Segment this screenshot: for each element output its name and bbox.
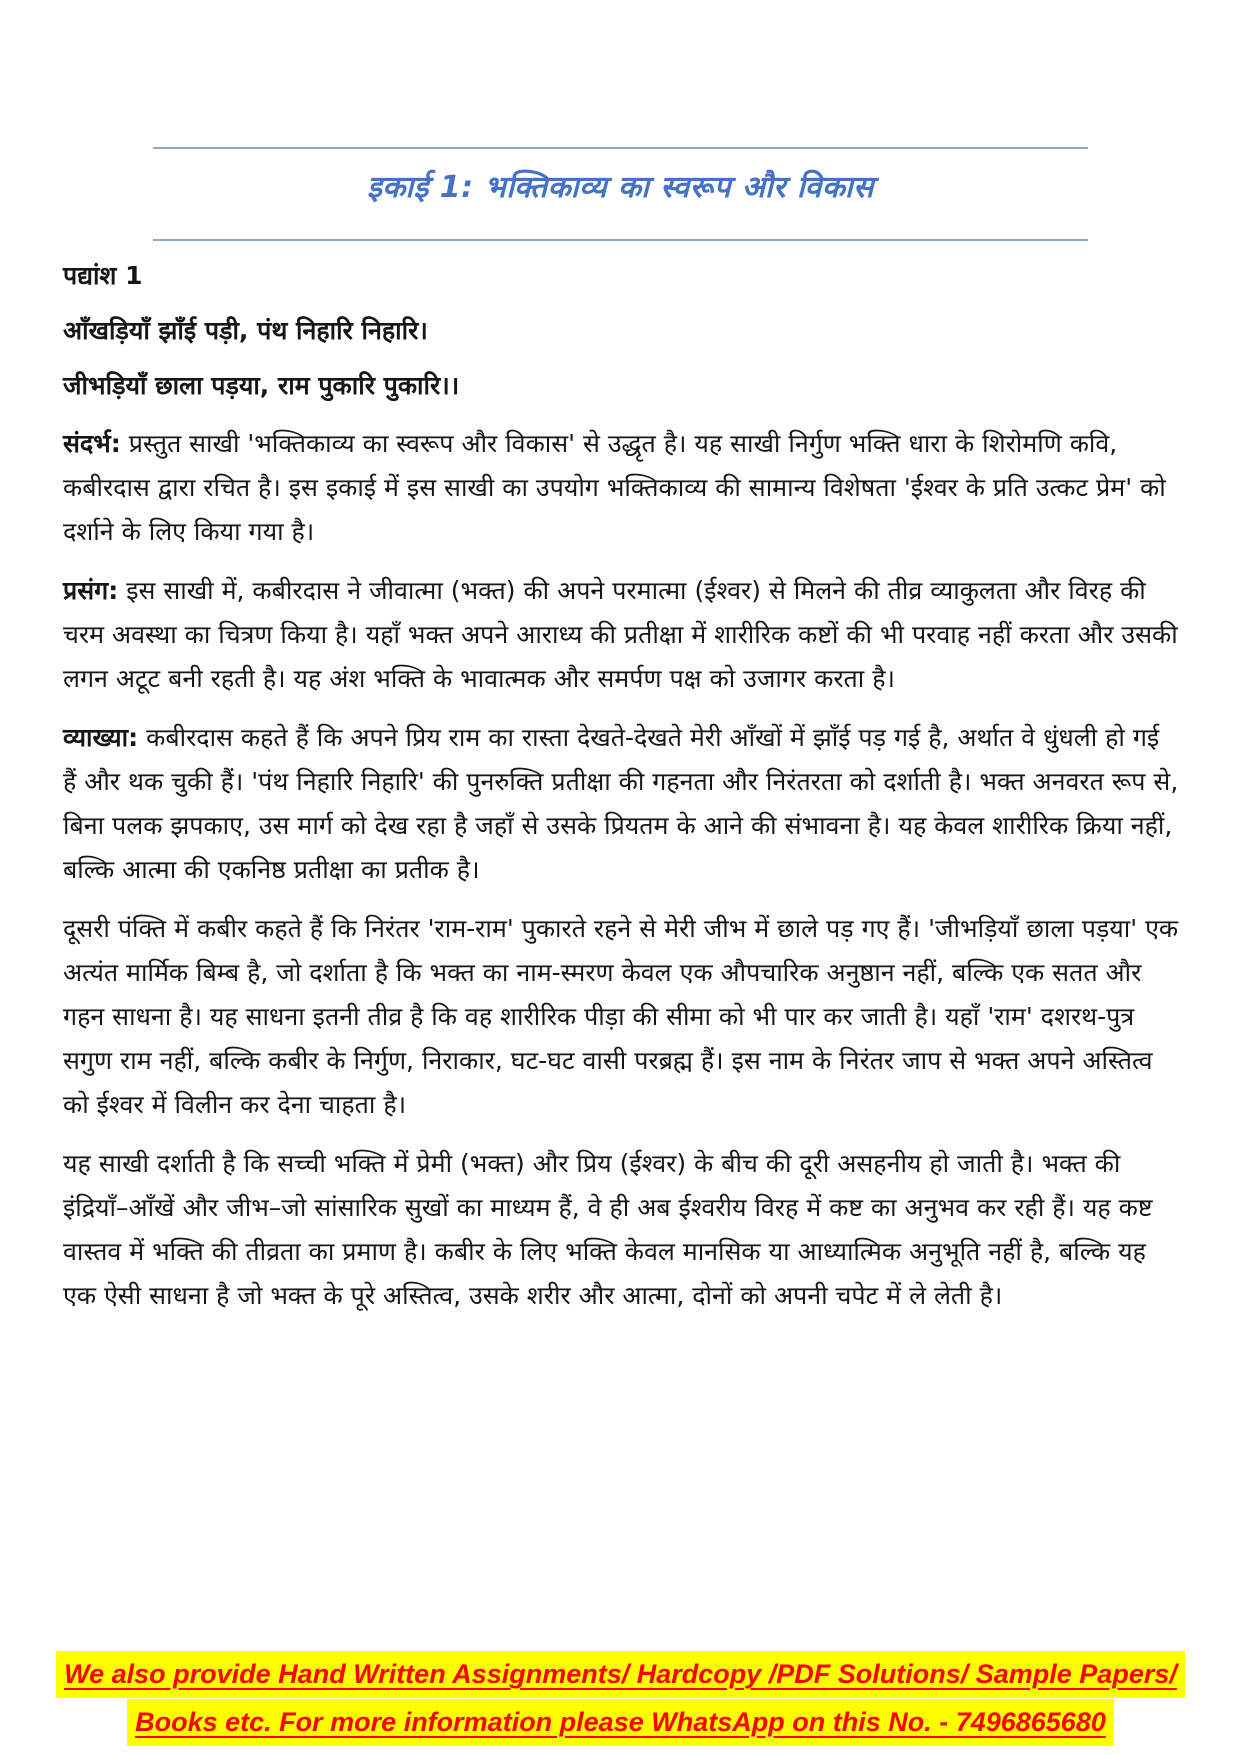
paragraph-prasang-text: इस साखी में, कबीरदास ने जीवात्मा (भक्त) की अपने परमात्मा (ईश्वर) से मिलने की तीव्र व्याकुलता और विरह की चरम अवस्था का चित्रण किया है। यहाँ भक्त अपने आराध्य की प्रतीक्षा में शारीरिक कष्टों की भी परवाह नहीं करता और उसकी लगन अटूट बनी रहती है। यह अंश भक्ति के भावात्मक और समर्पण पक्ष को उजागर करता है। [63,576,1178,693]
promo-line-1: We also provide Hand Written Assignments/ Hardcopy /PDF Solutions/ Sample Papers/ [56,1651,1185,1698]
promo-footer [0,1650,1241,1747]
paragraph-sandarbh-text: प्रस्तुत साखी 'भक्तिकाव्य का स्वरूप और विकास' से उद्धृत है। यह साखी निर्गुण भक्ति धारा के शिरोमणि कवि, कबीरदास द्वारा रचित है। इस इकाई में इस साखी का उपयोग भक्तिकाव्य की सामान्य विशेषता 'ईश्वर के प्रति उत्कट प्रेम' को दर्शाने के लिए किया गया है। [63,429,1166,546]
paragraph-second-line-analysis: दूसरी पंक्ति में कबीर कहते हैं कि निरंतर 'राम-राम' पुकारते रहने से मेरी जीभ में छाले पड़ गए हैं। 'जीभड़ियाँ छाला पड़या' एक अत्यंत मार्मिक बिम्ब है, जो दर्शाता है कि भक्त का नाम-स्मरण केवल एक औपचारिक अनुष्ठान नहीं, बल्कि एक सतत और गहन साधना है। यह साधना इतनी तीव्र है कि वह शारीरिक पीड़ा की सीमा को भी पार कर जाती है। यहाँ 'राम' दशरथ-पुत्र सगुण राम नहीं, बल्कि कबीर के निर्गुण, निराकार, घट-घट वासी परब्रह्म हैं। इस नाम के निरंतर जाप से भक्त अपने अस्तित्व को ईश्वर में विलीन कर देना चाहता है। [63,914,1179,1119]
page-title: इकाई 1: भक्तिकाव्य का स्वरूप और विकास [367,170,874,205]
paragraph-sandarbh-label: संदर्भ: [63,429,121,458]
paragraph-sandarbh [63,422,1179,554]
paragraph-vyakhya-label: व्याख्या: [63,723,139,752]
paragraph-vyakhya [63,716,1179,892]
section-heading: पद्यांश 1 [63,261,143,290]
unit-title-block [153,147,1088,241]
verse-line-1: आँखड़ियाँ झाँई पड़ी, पंथ निहारि निहारि। [63,316,428,345]
promo-footer-row-1 [0,1651,1241,1698]
promo-line-2: Books etc. For more information please WhatsApp on this No. - 7496865680 [127,1699,1114,1746]
paragraph-prasang-label: प्रसंग: [63,576,119,605]
verse-line-2: जीभड़ियाँ छाला पड़या, राम पुकारि पुकारि।। [63,371,460,400]
promo-footer-row-2 [0,1699,1241,1746]
paragraph-vyakhya-text: कबीरदास कहते हैं कि अपने प्रिय राम का रास्ता देखते-देखते मेरी आँखों में झाँई पड़ गई है, अर्थात वे धुंधली हो गई हैं और थक चुकी हैं। 'पंथ निहारि निहारि' की पुनरुक्ति प्रतीक्षा की गहनता और निरंतरता को दर्शाती है। भक्त अनवरत रूप से, बिना पलक झपकाए, उस मार्ग को देख रहा है जहाँ से उसके प्रियतम के आने की संभावना है। यह केवल शारीरिक क्रिया नहीं, बल्कि आत्मा की एकनिष्ठ प्रतीक्षा का प्रतीक है। [63,723,1179,884]
paragraph-conclusion: यह साखी दर्शाती है कि सच्ची भक्ति में प्रेमी (भक्त) और प्रिय (ईश्वर) के बीच की दूरी असहनीय हो जाती है। भक्त की इंद्रियाँ–आँखें और जीभ–जो सांसारिक सुखों का माध्यम हैं, वे ही अब ईश्वरीय विरह में कष्ट का अनुभव कर रही हैं। यह कष्ट वास्तव में भक्ति की तीव्रता का प्रमाण है। कबीर के लिए भक्ति केवल मानसिक या आध्यात्मिक अनुभूति नहीं है, बल्कि यह एक ऐसी साधना है जो भक्त के पूरे अस्तित्व, उसके शरीर और आत्मा, दोनों को अपनी चपेट में ले लेती है। [63,1149,1153,1310]
document-body [0,241,1241,1318]
paragraph-prasang [63,569,1179,701]
